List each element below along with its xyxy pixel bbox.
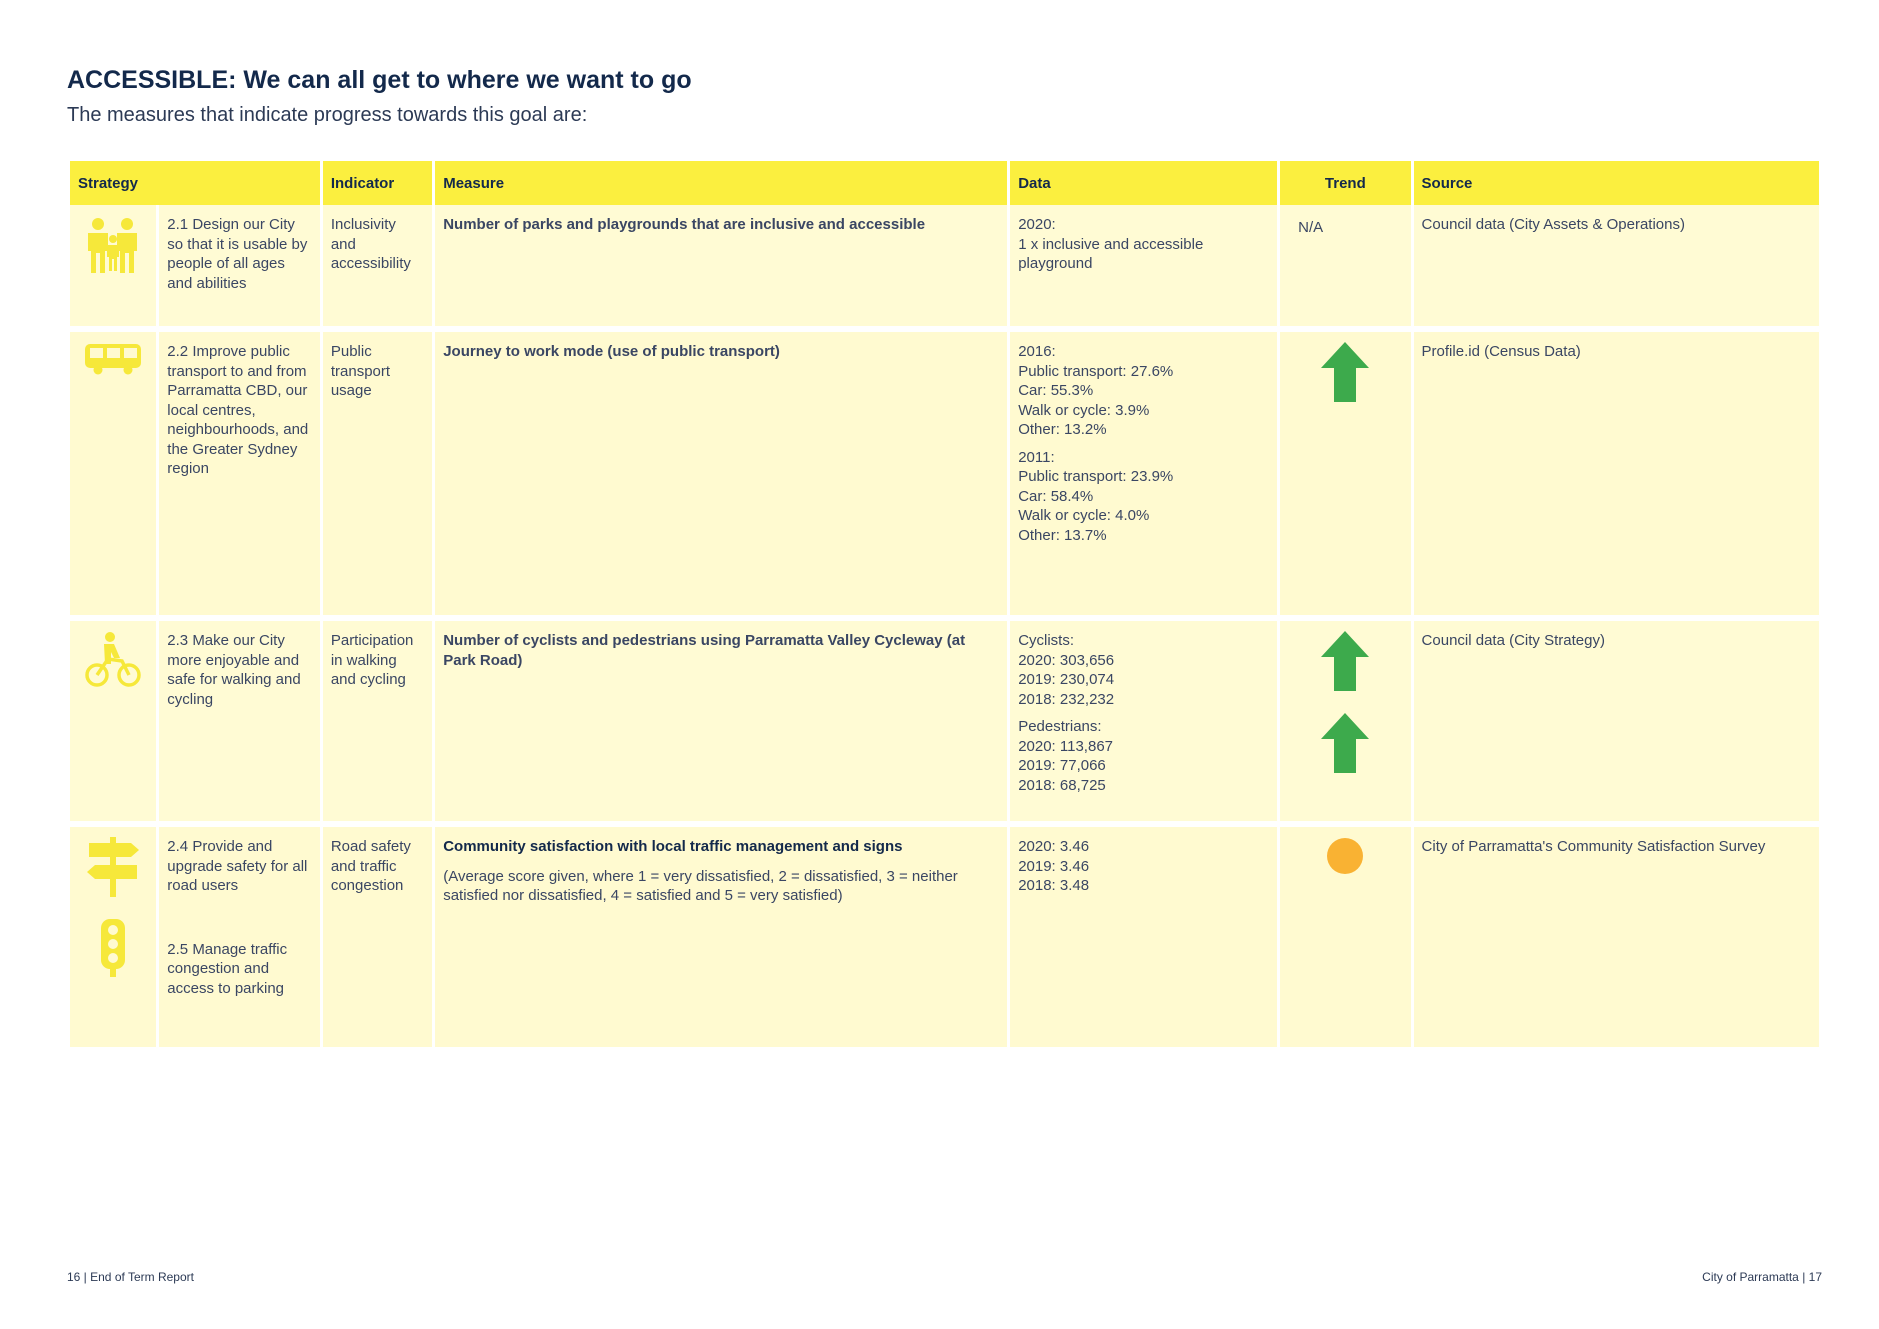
data-line: 2020: 3.46 (1018, 838, 1090, 855)
table-row (70, 827, 1819, 1047)
strategy-2-5: 2.5 Manage traffic congestion and access to parking (167, 940, 288, 997)
strategy-icon-cell (70, 621, 156, 821)
data-cell (1010, 827, 1277, 1047)
data-line: Walk or cycle: 4.0% (1018, 507, 1150, 524)
data-line: 2011: (1018, 448, 1055, 466)
data-line: Car: 55.3% (1018, 382, 1094, 399)
indicator-cell: Inclusivity and accessibility (323, 205, 432, 326)
source-cell: Profile.id (Census Data) (1414, 332, 1819, 615)
strategy-icon-cell (70, 205, 156, 326)
footer-left: 16 | End of Term Report (67, 1270, 194, 1284)
strategy-icon-cell (70, 332, 156, 615)
data-line: Pedestrians: (1018, 718, 1102, 735)
data-line: Walk or cycle: 3.9% (1018, 401, 1150, 419)
strategy-cell (159, 827, 320, 1047)
data-line: 2018: 232,232 (1018, 690, 1115, 708)
data-cell (1010, 205, 1277, 326)
data-line: 2018: 3.48 (1018, 877, 1090, 894)
page-title: ACCESSIBLE: We can all get to where we want to go (67, 66, 692, 94)
strategy-2-4: 2.4 Provide and upgrade safety for all road users (167, 838, 308, 894)
col-header-indicator: Indicator (323, 161, 432, 205)
data-line: 2019: 230,074 (1018, 671, 1115, 688)
measure-title: Community satisfaction with local traffic management and signs (443, 838, 903, 855)
table-row (70, 205, 1819, 326)
measure-cell (435, 827, 1007, 1047)
col-header-trend: Trend (1280, 161, 1410, 205)
trend-cell: N/A (1280, 205, 1410, 326)
data-cell (1010, 332, 1277, 615)
up-arrow-icon (1321, 342, 1369, 402)
strategy-cell: 2.3 Make our City more enjoyable and safe for walking and cycling (159, 621, 320, 821)
col-header-source: Source (1414, 161, 1819, 205)
signpost-icon (85, 837, 141, 897)
family-icon (83, 215, 143, 275)
up-arrow-icon (1321, 713, 1369, 773)
data-line: Public transport: 27.6% (1018, 362, 1174, 380)
up-arrow-icon (1321, 631, 1369, 691)
table-row (70, 332, 1819, 615)
traffic-light-icon (98, 919, 128, 977)
measures-table (67, 161, 1822, 1047)
trend-cell (1280, 621, 1410, 821)
data-line: Other: 13.7% (1018, 526, 1107, 544)
measure-cell: Number of cyclists and pedestrians using Parramatta Valley Cycleway (at Park Road) (435, 621, 1007, 821)
col-header-data: Data (1010, 161, 1277, 205)
page-subtitle: The measures that indicate progress towards this goal are: (67, 104, 588, 126)
strategy-icon-cell (70, 827, 156, 1047)
data-line: 2019: 77,066 (1018, 757, 1106, 774)
data-line: Public transport: 23.9% (1018, 468, 1174, 485)
data-group-2016 (1018, 342, 1269, 440)
neutral-dot-icon (1326, 837, 1364, 875)
source-cell: Council data (City Strategy) (1414, 621, 1819, 821)
table-row (70, 621, 1819, 821)
bus-icon (83, 342, 143, 376)
data-line: Other: 13.2% (1018, 421, 1107, 438)
source-cell: Council data (City Assets & Operations) (1414, 205, 1819, 326)
footer-right: City of Parramatta | 17 (1702, 1270, 1822, 1284)
indicator-cell: Public transport usage (323, 332, 432, 615)
trend-cell (1280, 827, 1410, 1047)
measure-cell: Journey to work mode (use of public transport) (435, 332, 1007, 615)
indicator-cell: Road safety and traffic congestion (323, 827, 432, 1047)
data-line: Cyclists: (1018, 632, 1075, 649)
data-line: 1 x inclusive and accessible playground (1018, 235, 1204, 272)
col-header-strategy: Strategy (70, 161, 320, 205)
measure-cell: Number of parks and playgrounds that are inclusive and accessible (435, 205, 1007, 326)
trend-cell (1280, 332, 1410, 615)
data-line: 2019: 3.46 (1018, 857, 1090, 875)
data-line: 2020: (1018, 216, 1056, 233)
data-line: 2016: (1018, 343, 1056, 360)
strategy-cell: 2.1 Design our City so that it is usable by people of all ages and abilities (159, 205, 320, 326)
data-group-cyclists (1018, 631, 1269, 709)
indicator-cell: Participation in walking and cycling (323, 621, 432, 821)
col-header-measure: Measure (435, 161, 1007, 205)
data-group-2011 (1018, 448, 1269, 546)
table-header-row (70, 161, 1819, 205)
strategy-cell: 2.2 Improve public transport to and from Parramatta CBD, our local centres, neighbourhoods, and the Greater Sydney region (159, 332, 320, 615)
data-line: Car: 58.4% (1018, 487, 1094, 505)
data-line: 2020: 113,867 (1018, 737, 1113, 755)
data-line: 2018: 68,725 (1018, 776, 1106, 794)
cyclist-icon (84, 631, 142, 689)
data-line: 2020: 303,656 (1018, 651, 1115, 669)
data-group-pedestrians (1018, 717, 1269, 795)
source-cell: City of Parramatta's Community Satisfaction Survey (1414, 827, 1819, 1047)
measure-note: (Average score given, where 1 = very dissatisfied, 2 = dissatisfied, 3 = neither satisfied nor dissatisfied, 4 = satisfied and 5 = very satisfied) (443, 867, 958, 904)
data-cell (1010, 621, 1277, 821)
